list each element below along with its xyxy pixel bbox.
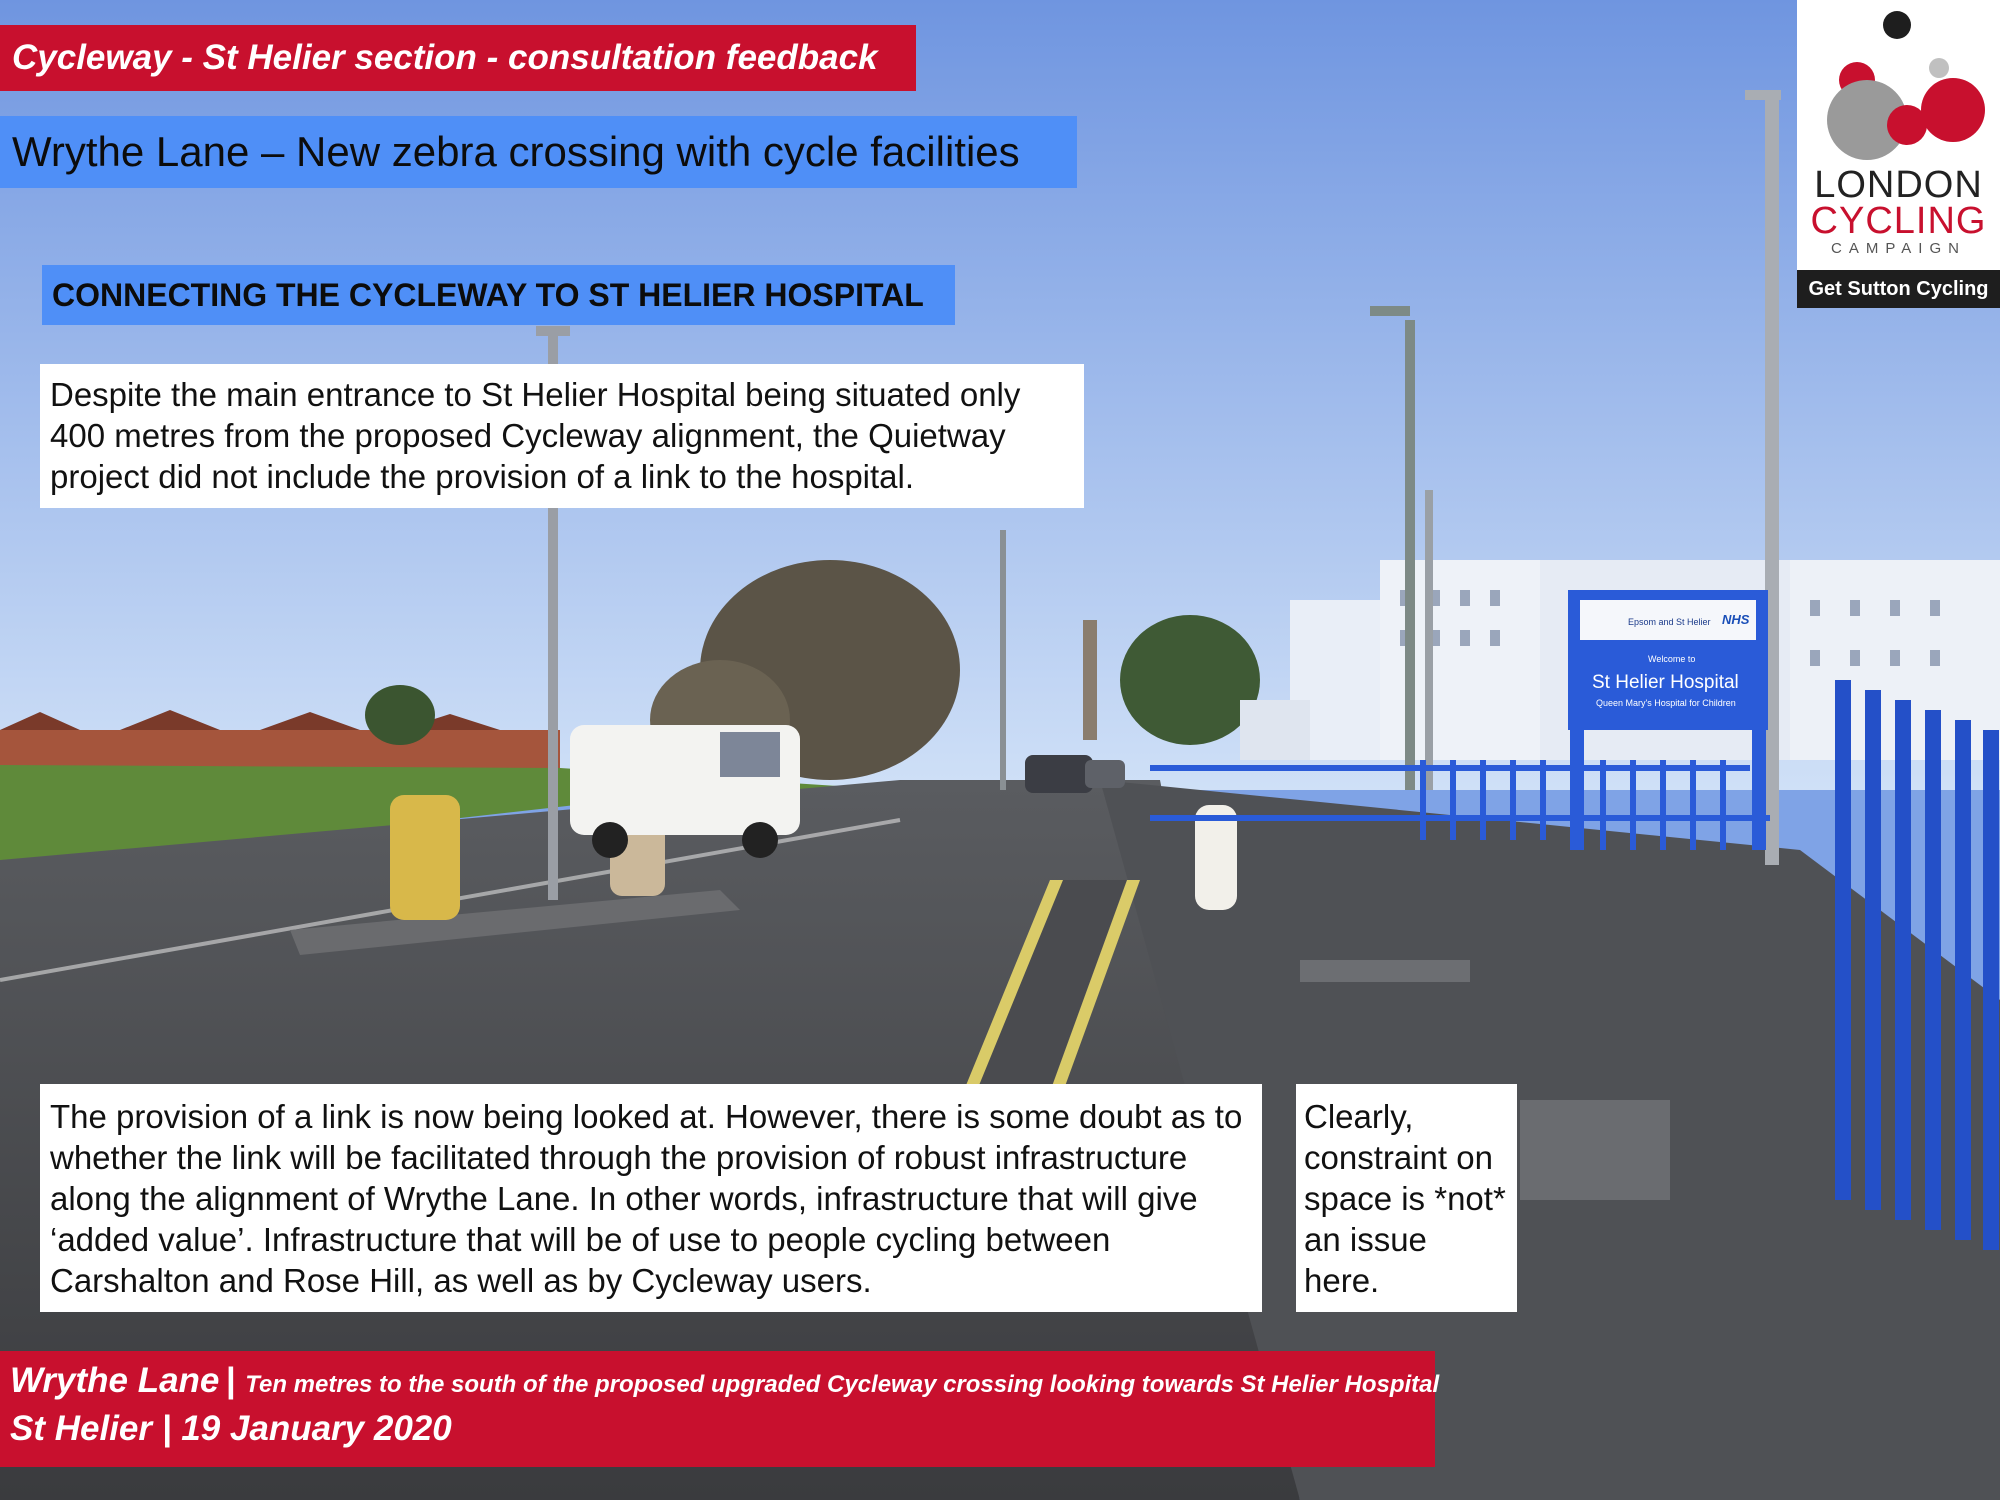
intro-text-box: Despite the main entrance to St Helier Hospital being situated only 400 metres from the proposed Cycleway alignment, the Quietway project did not include the provision of a link to the hospital. [40,364,1084,508]
photo-caption [0,1351,1440,1467]
logo-london-text: LONDON [1814,164,1983,206]
logo-tagline: Get Sutton Cycling [1797,270,2000,308]
logo-circles-icon [1797,0,2000,170]
caption-line-1 [10,1361,1440,1401]
sign-trust-text: Epsom and St Helier [1628,617,1711,627]
series-title: Cycleway - St Helier section - consultation feedback [0,25,916,91]
caption-location: Wrythe Lane [10,1361,220,1400]
caption-place-date: St Helier | 19 January 2020 [10,1409,452,1448]
logo-cycling-text: CYCLING [1810,200,1987,242]
hospital-sign [1568,590,1768,850]
slide-title: Wrythe Lane – New zebra crossing with cycle facilities [0,116,1077,188]
side-note-box: Clearly, constraint on space is *not* an issue here. [1296,1084,1517,1312]
body-text-box: The provision of a link is now being looked at. However, there is some doubt as to whether the link will be facilitated through the provision of robust infrastructure along the alignment of Wrythe Lane. In other words, infrastructure that will give ‘added value’. Infrastructure that will be of use to people cycling between Carshalton and Rose Hill, as well as by Cycleway users. [40,1084,1262,1312]
nhs-logo: NHS [1722,612,1750,627]
caption-separator: | [225,1361,236,1400]
sign-hospital-name: St Helier Hospital [1592,672,1739,693]
logo-campaign-text: CAMPAIGN [1831,240,1966,257]
london-cycling-campaign-logo [1797,0,2000,308]
sign-subtitle: Queen Mary's Hospital for Children [1596,698,1736,708]
caption-description: Ten metres to the south of the proposed upgraded Cycleway crossing looking towards St Helier Hospital [245,1371,1440,1398]
sign-welcome-text: Welcome to [1648,654,1696,664]
section-heading: CONNECTING THE CYCLEWAY TO ST HELIER HOSPITAL [42,265,955,325]
